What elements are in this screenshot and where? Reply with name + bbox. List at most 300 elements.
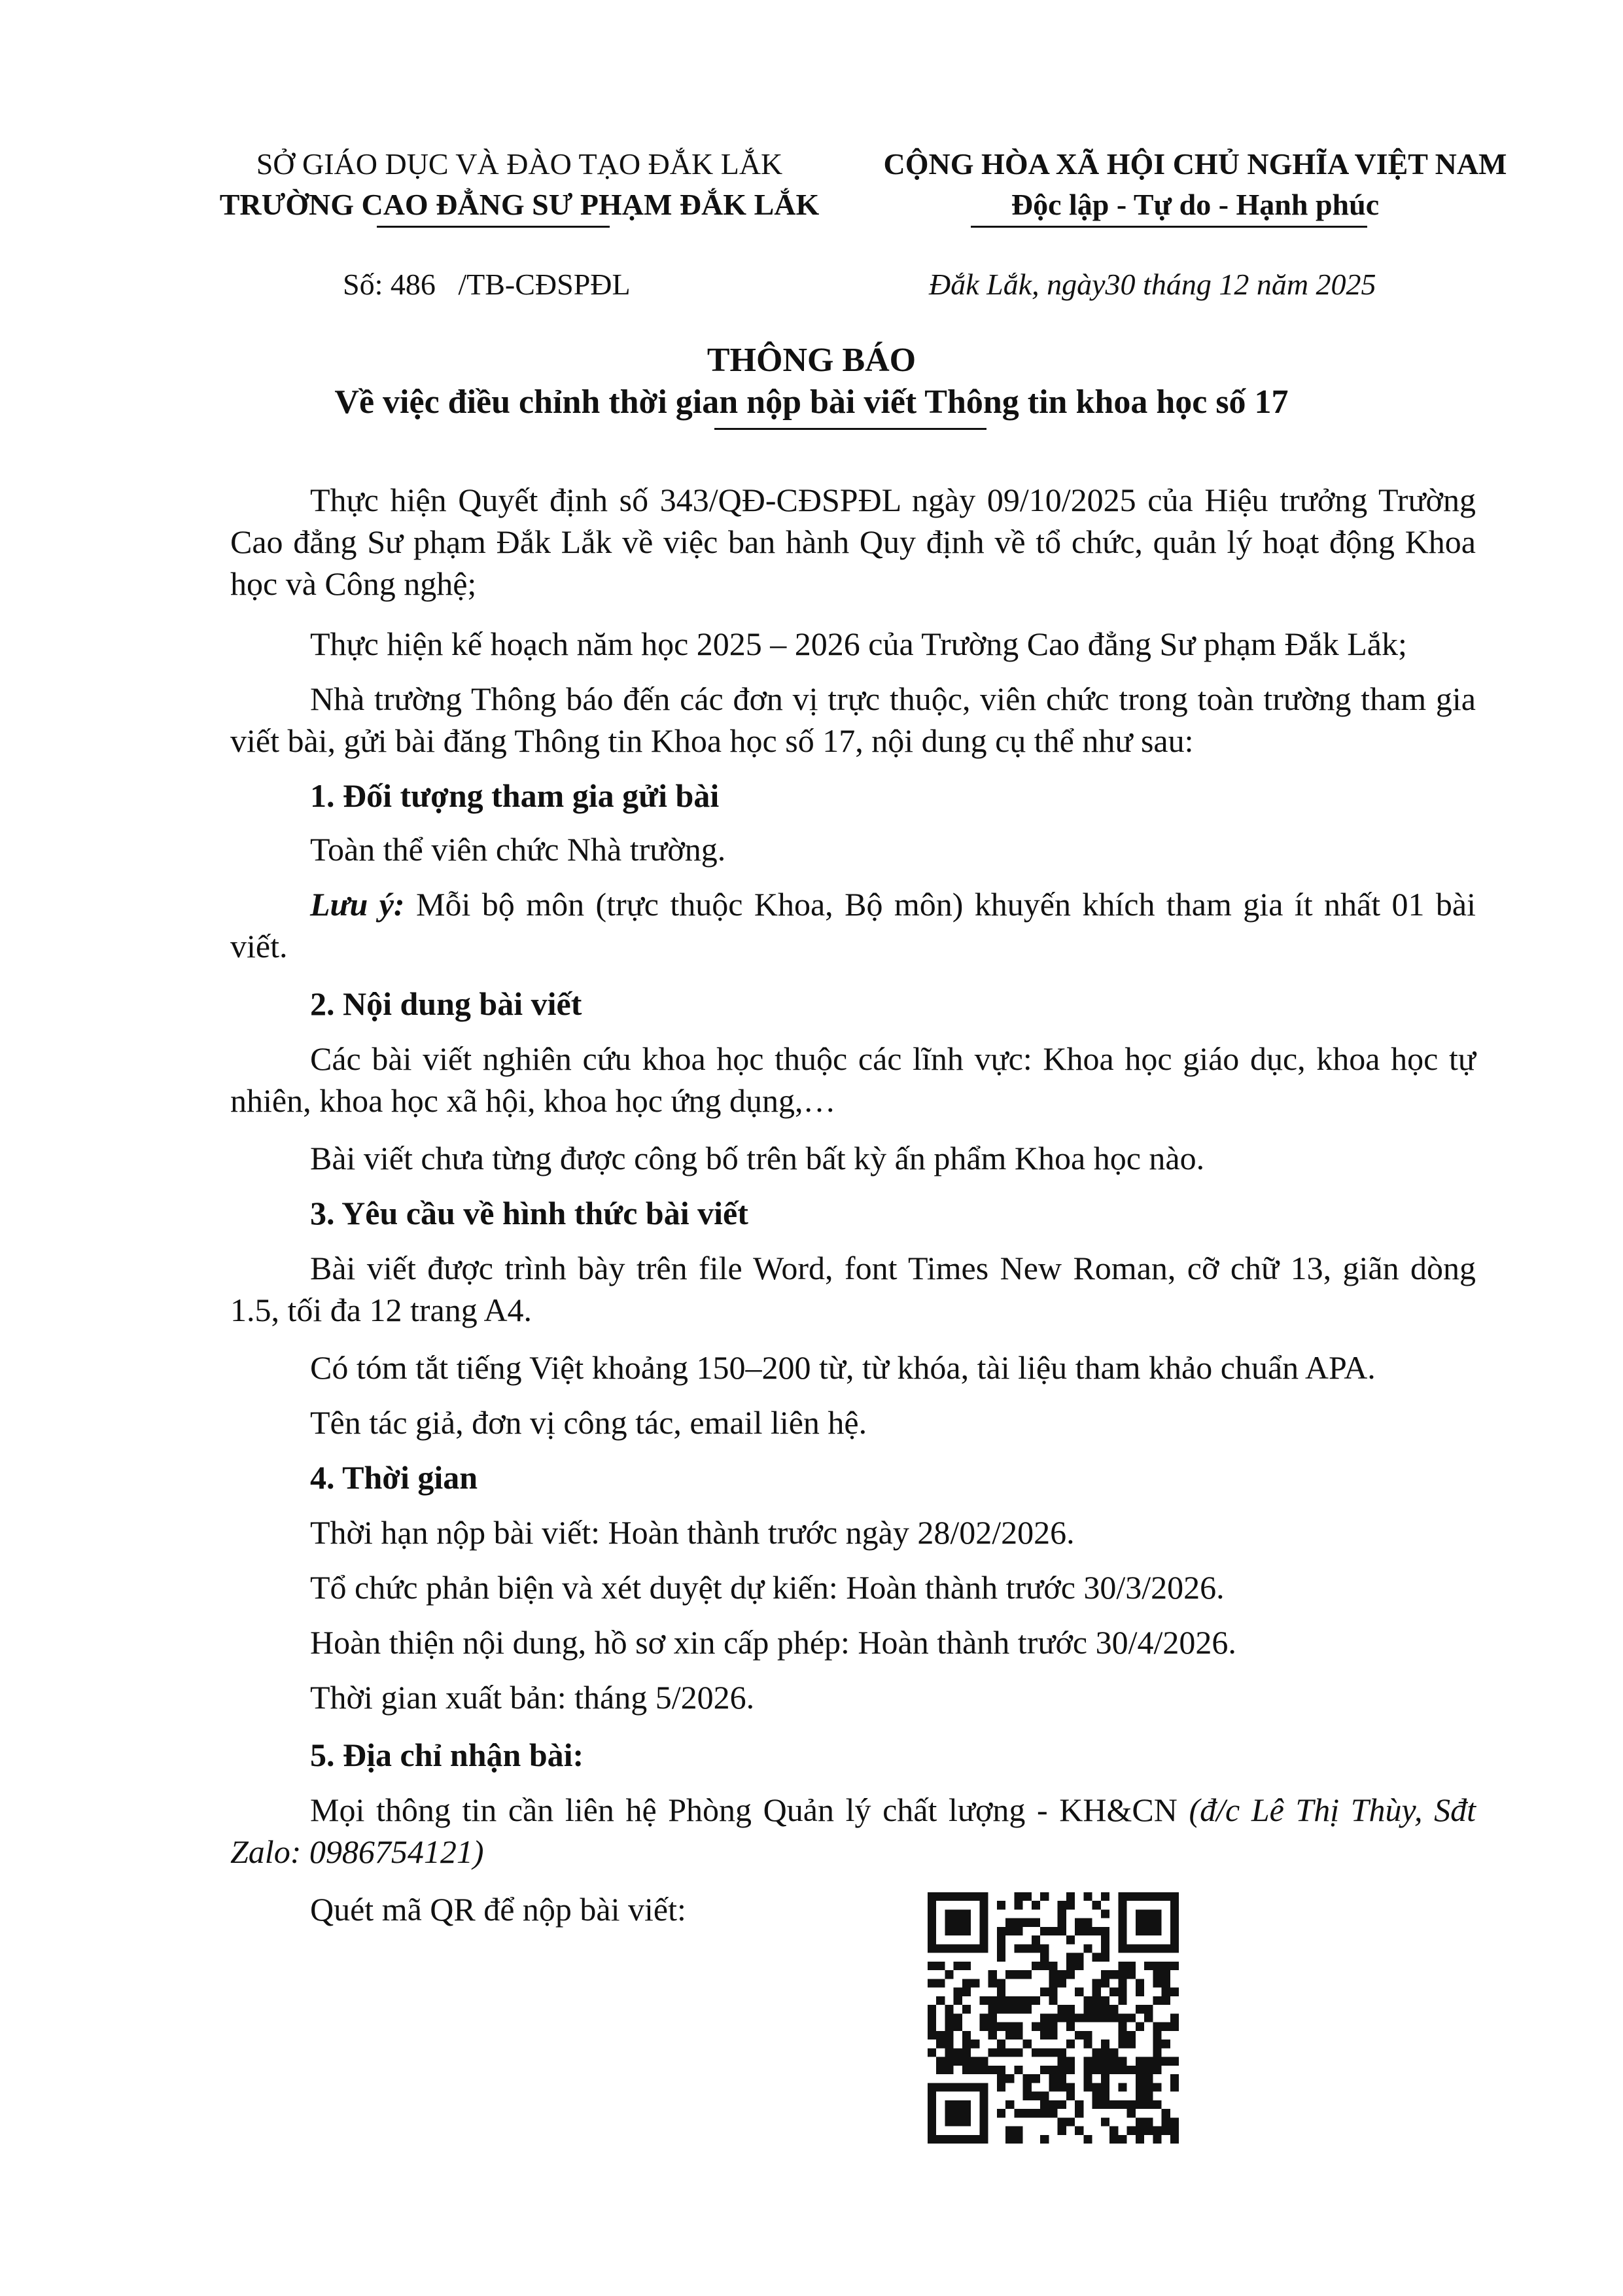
contact-text: Mọi thông tin cần liên hệ Phòng Quản lý chất lượng - KH&CN (310, 1792, 1189, 1828)
qr-module (928, 2100, 936, 2109)
qr-module (1162, 1979, 1170, 1987)
qr-module (1005, 2031, 1014, 2040)
qr-module (1170, 2127, 1179, 2135)
qr-module (954, 2013, 962, 2022)
qr-module (1023, 2092, 1032, 2100)
document-number: Số: 486 /TB-CĐSPĐL (343, 268, 631, 301)
qr-module (979, 1909, 988, 1918)
qr-module (988, 2013, 997, 2022)
qr-module (1083, 1918, 1092, 1927)
qr-module (1014, 2135, 1022, 2144)
qr-module (936, 2083, 945, 2091)
qr-module (1136, 1944, 1144, 1952)
qr-module (1101, 2005, 1109, 2013)
qr-module (936, 2057, 945, 2066)
qr-module (1118, 1996, 1126, 2005)
section-3-heading: 3. Yêu cầu về hình thức bài viết (310, 1195, 748, 1231)
qr-module (1153, 1962, 1161, 1970)
qr-module (1032, 2048, 1040, 2057)
qr-module (1101, 1970, 1109, 1979)
qr-module (1040, 2066, 1049, 2074)
qr-module (954, 2135, 962, 2144)
qr-module (1144, 1927, 1153, 1935)
qr-label: Quét mã QR để nộp bài viết: (310, 1891, 686, 1928)
qr-module (1049, 1979, 1057, 1987)
qr-module (1014, 1901, 1022, 1909)
qr-module (1101, 1996, 1109, 2005)
qr-module (1066, 2083, 1075, 2091)
qr-module (1040, 2031, 1049, 2040)
qr-module (1118, 2013, 1126, 2022)
qr-module (1144, 2005, 1153, 2013)
qr-module (945, 2109, 953, 2117)
qr-module (1092, 2066, 1101, 2074)
qr-module (1058, 2013, 1066, 2022)
qr-module (928, 2092, 936, 2100)
qr-module (1014, 2031, 1022, 2040)
qr-module (1092, 2100, 1101, 2109)
qr-module (945, 2048, 953, 2057)
qr-module (1040, 1962, 1049, 1970)
qr-module (928, 2005, 936, 2013)
qr-module (928, 1901, 936, 1909)
qr-module (954, 1892, 962, 1901)
qr-module (971, 1979, 979, 1987)
qr-module (1118, 1918, 1126, 1927)
qr-module (971, 2040, 979, 2048)
qr-module (997, 1935, 1005, 1944)
qr-module (1127, 2031, 1136, 2040)
qr-module (928, 2135, 936, 2144)
qr-module (954, 2109, 962, 2117)
qr-module (1153, 2135, 1161, 2144)
qr-module (988, 1996, 997, 2005)
qr-module (1144, 1962, 1153, 1970)
qr-module (928, 1979, 936, 1987)
qr-module (1136, 1979, 1144, 1987)
qr-module (1109, 2057, 1118, 2066)
qr-module (928, 1962, 936, 1970)
qr-module (936, 1979, 945, 1987)
qr-module (936, 2031, 945, 2040)
qr-module (979, 1901, 988, 1909)
qr-module (1014, 1996, 1022, 2005)
qr-module (1153, 1944, 1161, 1952)
qr-module (962, 1944, 971, 1952)
qr-module (1118, 2083, 1126, 2091)
qr-module (1058, 2005, 1066, 2013)
qr-module (1144, 2083, 1153, 2091)
qr-module (1170, 1962, 1179, 1970)
qr-module (1014, 1918, 1022, 1927)
qr-module (1023, 1996, 1032, 2005)
qr-module (936, 1944, 945, 1952)
qr-module (1136, 2100, 1144, 2109)
qr-module (1136, 2127, 1144, 2135)
qr-module (1127, 2066, 1136, 2074)
qr-module (1092, 2013, 1101, 2022)
qr-module (1075, 2031, 1083, 2040)
qr-module (1170, 1892, 1179, 1901)
school-name: TRƯỜNG CAO ĐẲNG SƯ PHẠM ĐẮK LẮK (219, 188, 820, 221)
qr-module (1101, 2117, 1109, 2126)
qr-module (988, 2005, 997, 2013)
qr-module (1066, 1935, 1075, 1944)
qr-module (962, 1918, 971, 1927)
qr-module (928, 2048, 936, 2057)
qr-module (997, 2005, 1005, 2013)
qr-module (1109, 1970, 1118, 1979)
qr-module (1040, 2092, 1049, 2100)
qr-module (928, 1935, 936, 1944)
qr-module (945, 1892, 953, 1901)
qr-module (1023, 1918, 1032, 1927)
qr-module (962, 1909, 971, 1918)
qr-module (1049, 2022, 1057, 2031)
qr-module (1136, 2022, 1144, 2031)
section-3-paragraph-1: Bài viết được trình bày trên file Word, font Times New Roman, cỡ chữ 13, giãn dòng 1.5, tối đa 12 trang A4. (230, 1250, 1476, 1328)
qr-module (1049, 2031, 1057, 2040)
qr-module (1136, 2074, 1144, 2083)
qr-module (928, 2083, 936, 2091)
section-4-paragraph-3: Hoàn thiện nội dung, hồ sơ xin cấp phép: Hoàn thành trước 30/4/2026. (310, 1624, 1236, 1661)
section-1-note (230, 883, 1476, 967)
qr-module (1083, 2040, 1092, 2048)
qr-module (1153, 2057, 1161, 2066)
qr-module (1153, 1970, 1161, 1979)
qr-module (1153, 2127, 1161, 2135)
qr-module (1092, 2048, 1101, 2057)
qr-module (997, 2022, 1005, 2031)
qr-module (1032, 2074, 1040, 2083)
qr-module (1083, 2057, 1092, 2066)
qr-module (1170, 1901, 1179, 1909)
qr-module (1066, 2005, 1075, 2013)
qr-module (971, 1944, 979, 1952)
qr-module (1170, 2117, 1179, 2126)
qr-module (928, 2013, 936, 2022)
qr-module (1127, 2127, 1136, 2135)
qr-module (1136, 2057, 1144, 2066)
qr-module (971, 2083, 979, 2091)
qr-module (936, 1892, 945, 1901)
qr-module (1118, 1944, 1126, 1952)
qr-module (979, 2057, 988, 2066)
section-4-paragraph-1: Thời hạn nộp bài viết: Hoàn thành trước ngày 28/02/2026. (310, 1514, 1075, 1551)
note-label: Lưu ý: (310, 886, 405, 923)
qr-module (928, 2109, 936, 2117)
qr-module (1101, 2040, 1109, 2048)
qr-module (962, 1979, 971, 1987)
qr-module (979, 2022, 988, 2031)
section-3-paragraph-2: Có tóm tắt tiếng Việt khoảng 150–200 từ, từ khóa, tài liệu tham khảo chuẩn APA. (310, 1349, 1376, 1386)
qr-module (1118, 1892, 1126, 1901)
qr-module (971, 2057, 979, 2066)
qr-code-icon[interactable] (928, 1892, 1179, 2144)
qr-module (979, 1996, 988, 2005)
qr-module (1118, 1901, 1126, 1909)
qr-module (1101, 1953, 1109, 1962)
qr-module (954, 1944, 962, 1952)
qr-module (1162, 1892, 1170, 1901)
qr-module (928, 1892, 936, 1901)
qr-module (945, 2031, 953, 2040)
qr-module (1023, 2083, 1032, 2091)
qr-module (1083, 1944, 1092, 1952)
qr-module (1014, 2022, 1022, 2031)
qr-module (1118, 1988, 1126, 1996)
section-1-text: Toàn thể viên chức Nhà trường. (310, 831, 726, 868)
qr-module (988, 2066, 997, 2074)
section-4-paragraph-2: Tổ chức phản biện và xét duyệt dự kiến: Hoàn thành trước 30/3/2026. (310, 1569, 1225, 1606)
qr-module (1023, 1892, 1032, 1901)
qr-module (936, 2135, 945, 2144)
qr-module (1109, 2100, 1118, 2109)
qr-module (1162, 2057, 1170, 2066)
qr-module (1040, 2048, 1049, 2057)
section-5-contact (230, 1789, 1476, 1873)
qr-module (1170, 2074, 1179, 2083)
intro-paragraph-3: Nhà trường Thông báo đến các đơn vị trực thuộc, viên chức trong toàn trường tham gia viết bài, gửi bài đăng Thông tin Khoa học số 17, nội dung cụ thể như sau: (230, 680, 1476, 759)
qr-module (1144, 2117, 1153, 2126)
qr-module (1170, 1909, 1179, 1918)
qr-module (979, 1927, 988, 1935)
qr-module (1014, 2066, 1022, 2074)
qr-module (979, 1892, 988, 1901)
qr-module (962, 2083, 971, 2091)
qr-module (1083, 2031, 1092, 2040)
qr-module (1040, 1988, 1049, 1996)
qr-module (1153, 1927, 1161, 1935)
qr-module (962, 2066, 971, 2074)
qr-module (1144, 2100, 1153, 2109)
qr-module (1109, 2127, 1118, 2135)
qr-module (1049, 1927, 1057, 1935)
qr-module (997, 1979, 1005, 1987)
qr-module (945, 2013, 953, 2022)
qr-module (1144, 2066, 1153, 2074)
qr-module (1101, 1892, 1109, 1901)
qr-module (1066, 1962, 1075, 1970)
qr-module (1040, 1944, 1049, 1952)
qr-module (1144, 2057, 1153, 2066)
qr-module (1032, 2022, 1040, 2031)
qr-module (1075, 1988, 1083, 1996)
qr-module (1127, 2013, 1136, 2022)
qr-module (1109, 1988, 1118, 1996)
qr-module (1162, 1970, 1170, 1979)
qr-module (962, 2100, 971, 2109)
qr-module (945, 1918, 953, 1927)
qr-module (1023, 1944, 1032, 1952)
qr-module (1118, 1927, 1126, 1935)
qr-module (1162, 2109, 1170, 2117)
qr-module (979, 2109, 988, 2117)
qr-module (962, 1927, 971, 1935)
qr-module (945, 1944, 953, 1952)
qr-module (1005, 2127, 1014, 2135)
qr-module (1136, 1927, 1144, 1935)
qr-module (1058, 2117, 1066, 2126)
qr-module (1083, 2005, 1092, 2013)
qr-module (1049, 2074, 1057, 2083)
qr-module (1083, 1892, 1092, 1901)
subtitle-underline (714, 428, 986, 430)
section-3-paragraph-3: Tên tác giả, đơn vị công tác, email liên hệ. (310, 1404, 867, 1441)
qr-module (1075, 2100, 1083, 2109)
qr-module (997, 1927, 1005, 1935)
section-1-heading: 1. Đối tượng tham gia gửi bài (310, 777, 720, 814)
qr-module (988, 2022, 997, 2031)
qr-module (1005, 2005, 1014, 2013)
qr-module (962, 2048, 971, 2057)
qr-module (945, 2022, 953, 2031)
qr-module (954, 2117, 962, 2126)
qr-module (1014, 1970, 1022, 1979)
place-date: Đắk Lắk, ngày30 tháng 12 năm 2025 (929, 268, 1376, 301)
qr-module (1153, 2083, 1161, 2091)
qr-module (1092, 1901, 1101, 1909)
motto-underline (971, 226, 1367, 228)
qr-module (1075, 1918, 1083, 1927)
qr-module (928, 1927, 936, 1935)
qr-module (1127, 1944, 1136, 1952)
qr-module (962, 1962, 971, 1970)
qr-module (1005, 1927, 1014, 1935)
qr-module (1162, 1996, 1170, 2005)
qr-module (1118, 2022, 1126, 2031)
qr-module (954, 1909, 962, 1918)
qr-module (954, 1918, 962, 1927)
qr-module (1153, 2022, 1161, 2031)
qr-module (1049, 1970, 1057, 1979)
section-2-paragraph-1: Các bài viết nghiên cứu khoa học thuộc các lĩnh vực: Khoa học giáo dục, khoa học tự nhiên, khoa học xã hội, khoa học ứng dụng,… (230, 1040, 1476, 1119)
qr-module (1136, 2005, 1144, 2013)
qr-module (1153, 2048, 1161, 2057)
qr-module (1014, 2127, 1022, 2135)
qr-module (945, 1970, 953, 1979)
qr-module (1101, 2013, 1109, 2022)
qr-module (988, 2048, 997, 2057)
qr-module (1066, 2057, 1075, 2066)
qr-module (979, 2135, 988, 2144)
qr-module (928, 1918, 936, 1927)
qr-module (1136, 2117, 1144, 2126)
motto: Độc lập - Tự do - Hạnh phúc (1011, 188, 1380, 221)
qr-module (1032, 1944, 1040, 1952)
qr-module (936, 2066, 945, 2074)
qr-module (1144, 1909, 1153, 1918)
qr-module (1101, 1935, 1109, 1944)
qr-module (1058, 1909, 1066, 1918)
qr-module (1058, 1927, 1066, 1935)
qr-module (936, 1996, 945, 2005)
qr-module (1092, 1953, 1101, 1962)
qr-module (1162, 2117, 1170, 2126)
qr-module (1032, 1918, 1040, 1927)
qr-module (979, 2100, 988, 2109)
qr-module (1040, 2109, 1049, 2117)
qr-module (1170, 2135, 1179, 2144)
qr-module (997, 1988, 1005, 1996)
qr-module (1136, 1909, 1144, 1918)
qr-module (997, 1944, 1005, 1952)
qr-module (1005, 1996, 1014, 2005)
qr-module (1032, 1901, 1040, 1909)
qr-module (928, 2022, 936, 2031)
qr-module (1058, 1979, 1066, 1987)
qr-module (936, 2040, 945, 2048)
qr-module (1101, 1909, 1109, 1918)
qr-module (1101, 1979, 1109, 1987)
qr-module (1066, 1953, 1075, 1962)
qr-module (962, 2005, 971, 2013)
qr-module (1118, 2031, 1126, 2040)
qr-module (1005, 1918, 1014, 1927)
qr-module (1144, 1918, 1153, 1927)
qr-module (979, 2127, 988, 2135)
qr-module (945, 1909, 953, 1918)
qr-module (988, 2031, 997, 2040)
qr-module (1101, 2100, 1109, 2109)
qr-module (945, 1927, 953, 1935)
qr-module (979, 1918, 988, 1927)
qr-module (997, 2109, 1005, 2117)
qr-module (945, 2057, 953, 2066)
qr-module (1014, 1944, 1022, 1952)
page-subtitle: Về việc điều chỉnh thời gian nộp bài viết Thông tin khoa học số 17 (334, 383, 1289, 421)
qr-module (962, 1988, 971, 1996)
qr-module (1049, 1962, 1057, 1970)
qr-module (945, 2083, 953, 2091)
qr-module (1083, 2074, 1092, 2083)
qr-module (1058, 1901, 1066, 1909)
qr-module (928, 1909, 936, 1918)
qr-module (1075, 1962, 1083, 1970)
qr-module (1101, 2066, 1109, 2074)
qr-module (1109, 2005, 1118, 2013)
qr-module (1170, 2083, 1179, 2091)
qr-module (1092, 2092, 1101, 2100)
qr-module (1075, 1953, 1083, 1962)
qr-module (1092, 2005, 1101, 2013)
qr-module (1170, 2022, 1179, 2031)
qr-module (1101, 2048, 1109, 2057)
qr-module (1075, 2109, 1083, 2117)
qr-module (997, 1953, 1005, 1962)
qr-module (997, 2048, 1005, 2057)
qr-module (1005, 2074, 1014, 2083)
qr-module (1118, 2135, 1126, 2144)
qr-module (1092, 1996, 1101, 2005)
qr-module (997, 2066, 1005, 2074)
qr-module (1058, 2074, 1066, 2083)
qr-module (1136, 2135, 1144, 2144)
qr-module (928, 2127, 936, 2135)
qr-module (1118, 2066, 1126, 2074)
qr-module (979, 2013, 988, 2022)
qr-module (1040, 1953, 1049, 1962)
qr-module (1153, 2066, 1161, 2074)
qr-module (1170, 1935, 1179, 1944)
qr-module (1058, 2057, 1066, 2066)
qr-module (954, 1996, 962, 2005)
qr-module (1144, 2013, 1153, 2022)
qr-module (997, 2040, 1005, 2048)
qr-module (1023, 2005, 1032, 2013)
qr-module (979, 2083, 988, 2091)
qr-module (1118, 1979, 1126, 1987)
